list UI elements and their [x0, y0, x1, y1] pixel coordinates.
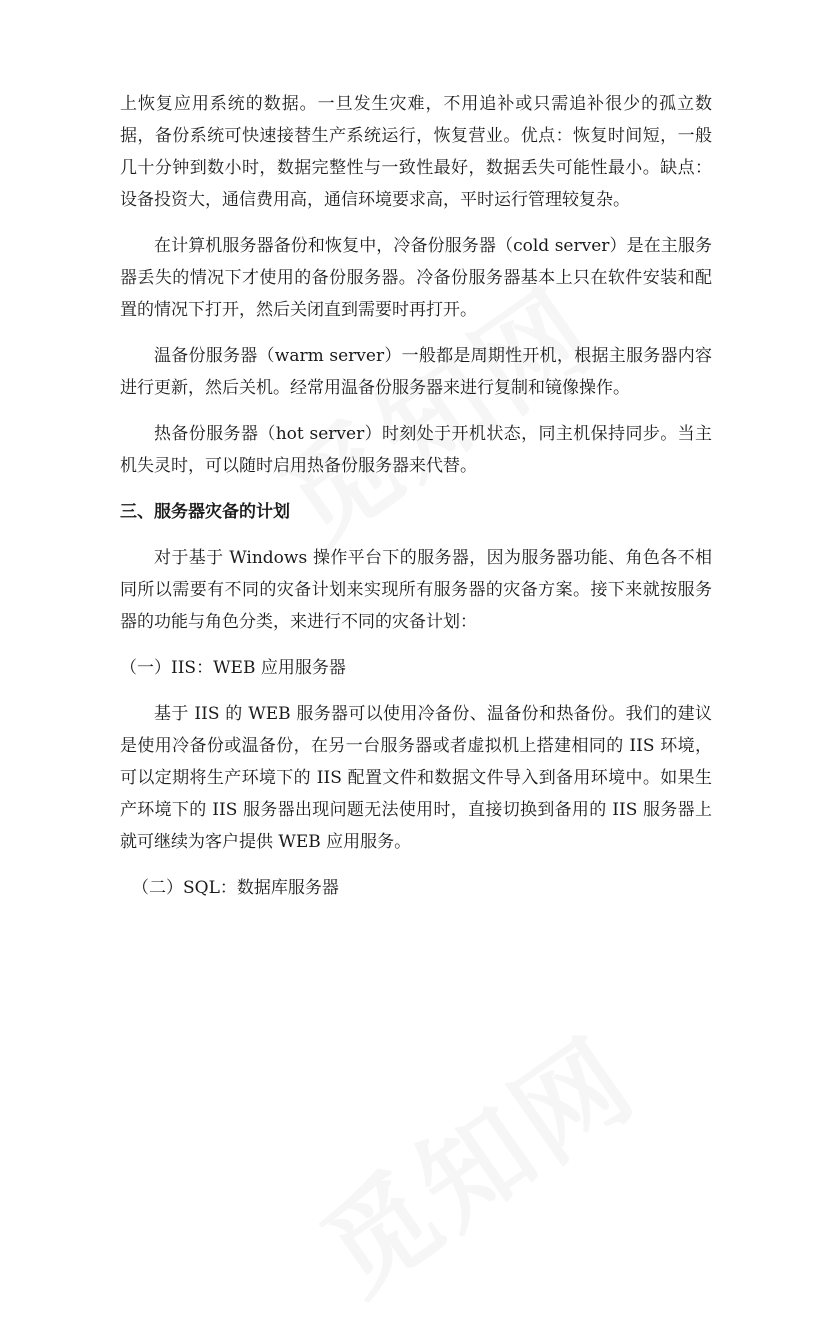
section-heading-disaster-plan: 三、服务器灾备的计划	[120, 502, 290, 522]
paragraph-cold-server: 在计算机服务器备份和恢复中，冷备份服务器（cold server）是在主服务器丢失的情况下才使用的备份服务器。冷备份服务器基本上只在软件安装和配置的情况下打开，然后关闭直到需要时再打开。	[120, 236, 712, 320]
subsection-heading-iis: （一）IIS：WEB 应用服务器	[120, 658, 346, 678]
paragraph-hot-server: 热备份服务器（hot server）时刻处于开机状态，同主机保持同步。当主机失灵时，可以随时启用热备份服务器来代替。	[120, 424, 712, 476]
watermark	[286, 994, 662, 1323]
subsection-heading-sql: （二）SQL：数据库服务器	[132, 878, 339, 898]
paragraph-windows-servers: 对于基于 Windows 操作平台下的服务器，因为服务器功能、角色各不相同所以需要有不同的灾备计划来实现所有服务器的灾备方案。接下来就按服务器的功能与角色分类，来进行不同的灾备计划：	[120, 548, 712, 632]
paragraph-warm-server: 温备份服务器（warm server）一般都是周期性开机，根据主服务器内容进行更新，然后关机。经常用温备份服务器来进行复制和镜像操作。	[120, 346, 712, 398]
paragraph-continuation: 上恢复应用系统的数据。一旦发生灾难，不用追补或只需追补很少的孤立数据，备份系统可快速接替生产系统运行，恢复营业。优点：恢复时间短，一般几十分钟到数小时，数据完整性与一致性最好，数据丢失可能性最小。缺点：设备投资大，通信费用高，通信环境要求高，平时运行管理较复杂。	[120, 94, 712, 210]
document-body	[120, 88, 712, 918]
paragraph-iis-backup: 基于 IIS 的 WEB 服务器可以使用冷备份、温备份和热备份。我们的建议是使用冷备份或温备份，在另一台服务器或者虚拟机上搭建相同的 IIS 环境，可以定期将生产环境下的 IIS 配置文件和数据文件导入到备用环境中。如果生产环境下的 IIS 服务器出现问题无法使用时，直接切换到备用的 IIS 服务器上就可继续为客户提供 WEB 应用服务。	[120, 704, 712, 852]
